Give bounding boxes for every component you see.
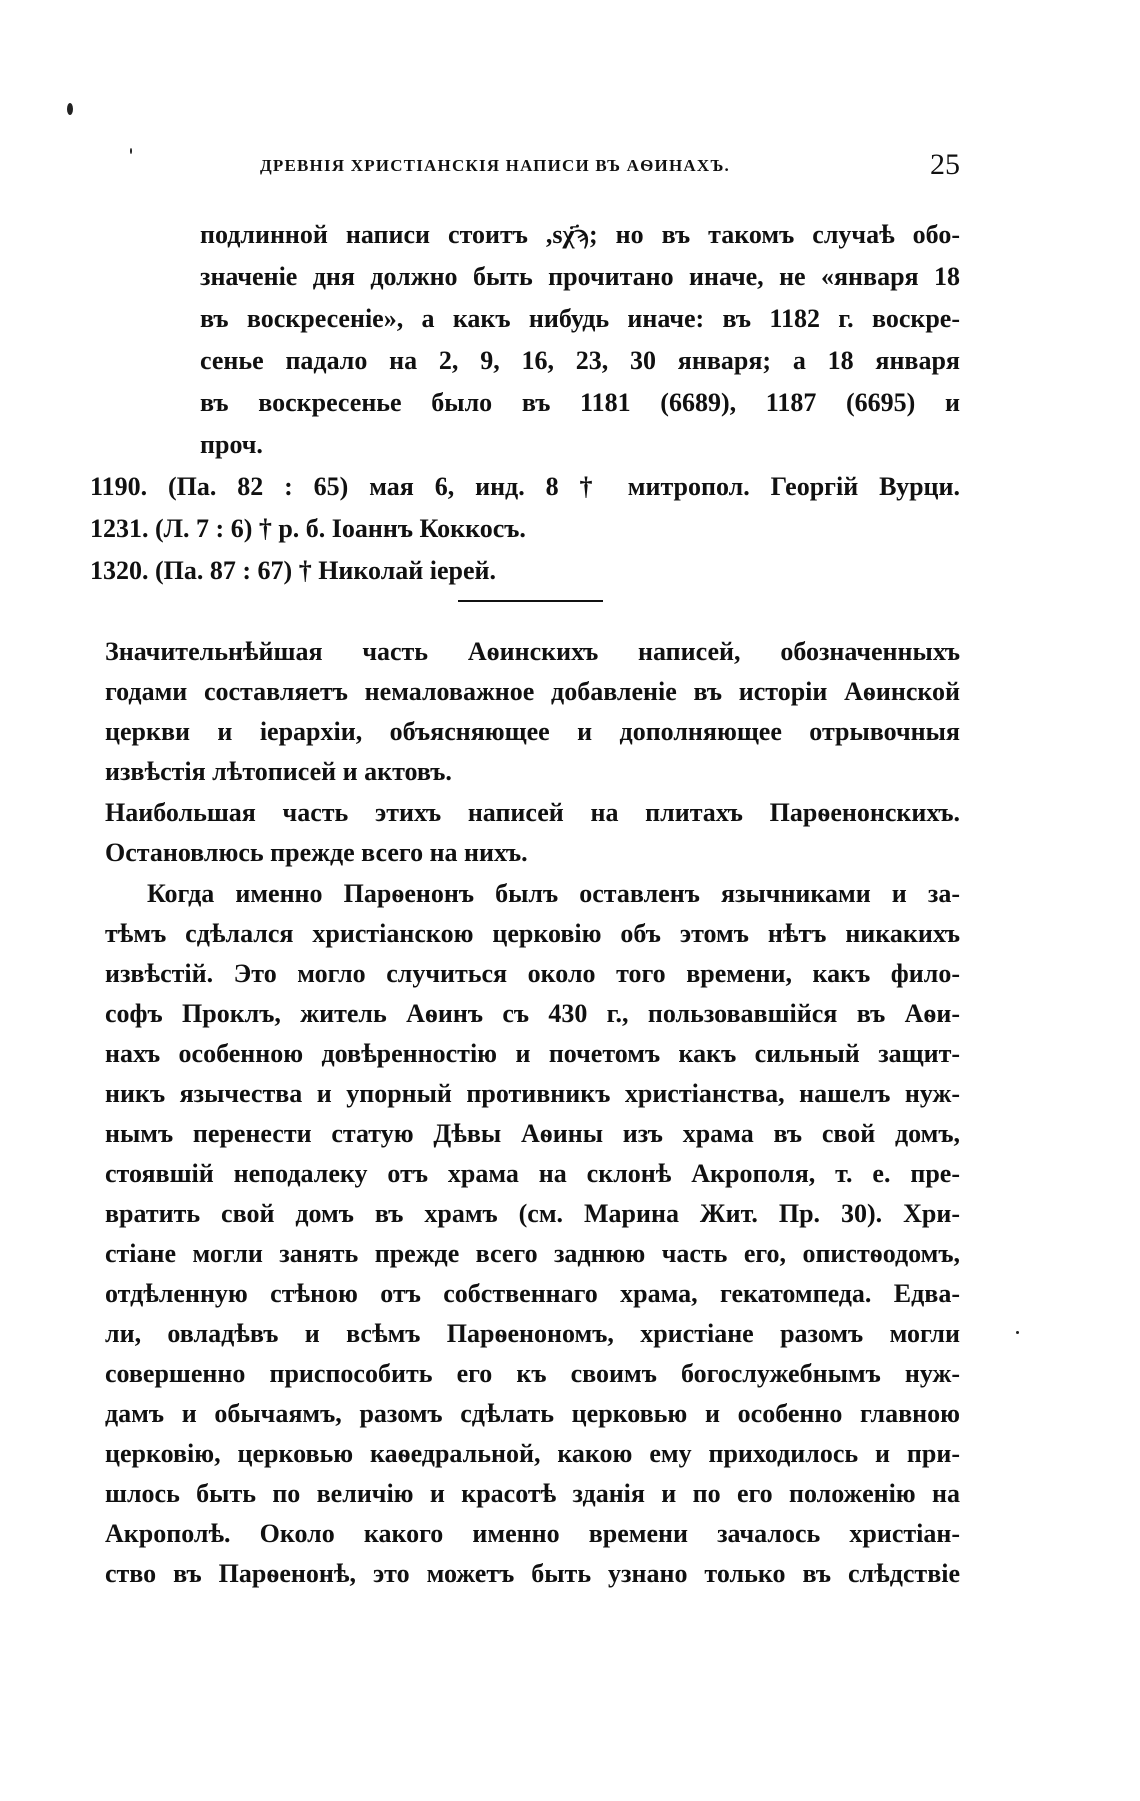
text-line: дамъ и обычаямъ, разомъ сдѣлать церковью и особенно главною	[105, 1399, 960, 1428]
ink-speck	[1016, 1331, 1019, 1334]
running-title: ДРЕВНІЯ ХРИСТІАНСКІЯ НАПИСИ ВЪ АѲИНАХЪ.	[260, 156, 731, 175]
text-line: тѣмъ сдѣлался христіанскою церковію объ этомъ нѣтъ никакихъ	[105, 919, 960, 948]
text-line: годами составляетъ немаловажное добавленіе въ исторіи Аѳинской	[105, 677, 960, 706]
text-line: въ воскресенье было въ 1181 (6689), 1187 (6695) и	[200, 388, 960, 417]
dated-entry: 1231. (Л. 7 : 6) † р. б. Іоаннъ Коккосъ.	[90, 514, 526, 543]
dated-entry: 1320. (Па. 87 : 67) † Николай іерей.	[90, 556, 497, 585]
text-line: Остановлюсь прежде всего на нихъ.	[105, 838, 528, 867]
text-line: стіане могли занять прежде всего заднюю часть его, опистѳодомъ,	[105, 1239, 960, 1268]
text-line: извѣстій. Это могло случиться около того времени, какъ фило-	[105, 959, 960, 988]
text-line: Акрополѣ. Около какого именно времени зачалось христіан-	[105, 1519, 960, 1548]
text-line: Наибольшая часть этихъ написей на плитахъ Парѳенонскихъ.	[105, 798, 960, 827]
section-divider	[458, 600, 603, 602]
text-line: проч.	[200, 430, 263, 459]
text-line: Когда именно Парѳенонъ былъ оставленъ язычниками и за-	[147, 879, 960, 908]
text-line: Значительнѣйшая часть Аѳинскихъ написей, обозначенныхъ	[105, 637, 960, 666]
page-number: 25	[930, 148, 960, 181]
text-line: ство въ Парѳенонѣ, это можетъ быть узнано только въ слѣдствіе	[105, 1559, 960, 1588]
text-line: церковію, церковью каѳедральной, какою ему приходилось и при-	[105, 1439, 960, 1468]
ink-speck	[67, 103, 73, 115]
text-line: ли, овладѣвъ и всѣмъ Парѳенономъ, христiане разомъ могли	[105, 1319, 960, 1348]
text-line: вратить свой домъ въ храмъ (см. Марина Жит. Пр. 30). Хри-	[105, 1199, 960, 1228]
text-line: совершенно приспособить его къ своимъ богослужебнымъ нуж-	[105, 1359, 960, 1388]
dated-entry: 1190. (Па. 82 : 65) мая 6, инд. 8 † митропол. Георгій Вурци.	[90, 472, 960, 501]
text-line: въ воскресеніе», а какъ нибудь иначе: въ 1182 г. воскре-	[200, 304, 960, 333]
text-line: церкви и іерархіи, объясняющее и дополняющее отрывочныя	[105, 717, 960, 746]
text-line: софъ Проклъ, житель Аѳинъ съ 430 г., пользовавшійся въ Аѳи-	[105, 999, 960, 1028]
text-line: никъ язычества и упорный противникъ христіанства, нашелъ нуж-	[105, 1079, 960, 1108]
text-line: отдѣленную стѣною отъ собственнаго храма, гекатомпеда. Едва-	[105, 1279, 960, 1308]
text-line: нымъ перенести статую Дѣвы Аѳины изъ храма въ свой домъ,	[105, 1119, 960, 1148]
text-line: стоявшій неподалеку отъ храма на склонѣ Акрополя, т. е. пре-	[105, 1159, 960, 1188]
text-line: значеніе дня должно быть прочитано иначе, не «января 18	[200, 262, 960, 291]
page-header	[260, 148, 960, 188]
ink-speck	[130, 148, 132, 154]
text-line: шлось быть по величію и красотѣ зданія и по его положенію на	[105, 1479, 960, 1508]
text-line: извѣстія лѣтописей и актовъ.	[105, 757, 452, 786]
text-line: нахъ особенною довѣренностію и почетомъ какъ сильный защит-	[105, 1039, 960, 1068]
text-line: сенье падало на 2, 9, 16, 23, 30 января; а 18 января	[200, 346, 960, 375]
text-line: подлинной написи стоитъ ,sχ҃ϡ; но въ такомъ случаѣ обо-	[200, 220, 960, 249]
